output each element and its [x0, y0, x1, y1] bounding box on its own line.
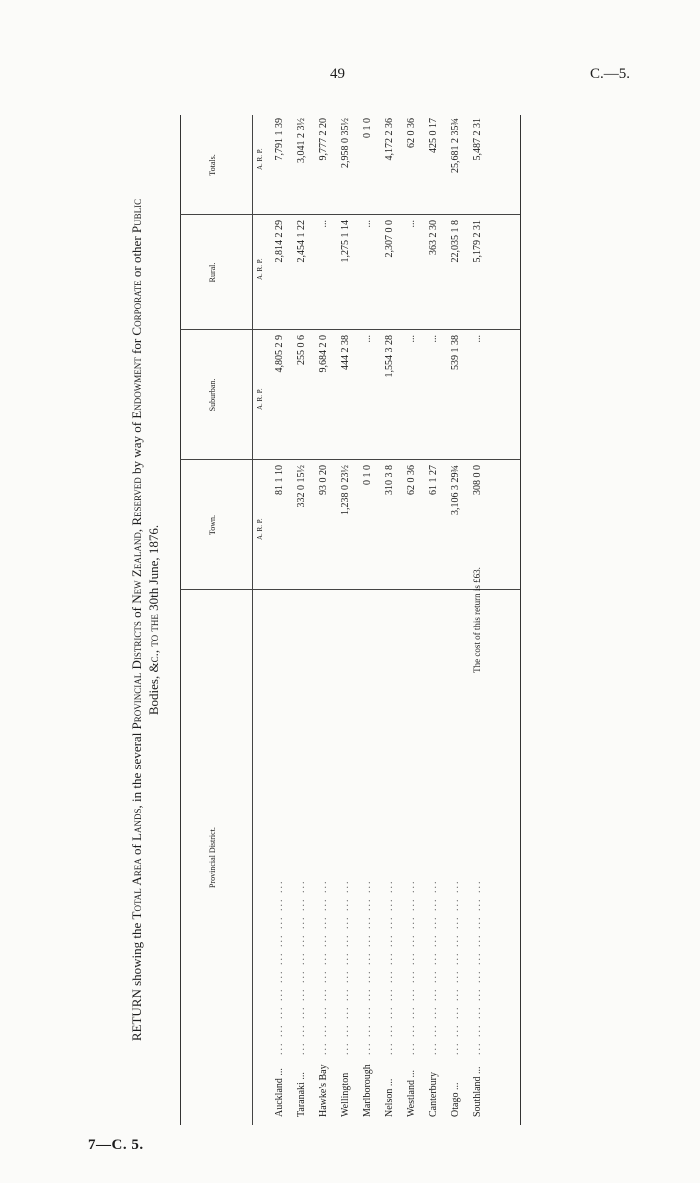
title-fragment: Corporate — [129, 280, 144, 336]
suburban-cell: ... — [362, 335, 373, 343]
title-fragment: RETURN showing the — [129, 919, 144, 1042]
title-fragment: of — [129, 840, 144, 859]
title-fragment: 30th June — [146, 560, 161, 611]
rural-cell: 363 2 30 — [428, 220, 439, 255]
table-row — [446, 115, 466, 1125]
totals-cell: 0 1 0 — [362, 118, 373, 138]
table-row — [424, 115, 444, 1125]
cost-footnote: The cost of this return is £63. — [472, 567, 482, 673]
title-fragment: Bodies — [146, 679, 161, 716]
totals-cell: 5,487 2 31 — [472, 118, 483, 161]
rural-cell: ... — [362, 220, 373, 228]
leader-dots: ... ... ... ... ... ... ... ... ... ... — [362, 879, 373, 1055]
suburban-cell: 9,684 2 0 — [318, 335, 329, 373]
totals-cell: 3,041 2 3½ — [296, 118, 307, 163]
town-cell: 62 0 36 — [406, 465, 417, 495]
document-reference: C.—5. — [590, 66, 631, 82]
table-row — [270, 115, 290, 1125]
title-fragment: Endowment — [129, 357, 144, 419]
totals-cell: 25,681 2 35¾ — [450, 118, 461, 173]
table-bottom-rule — [520, 115, 521, 1125]
suburban-cell: 1,554 3 28 — [384, 335, 395, 378]
col-header-district: Provincial District. — [208, 827, 217, 888]
title-fragment: , — [129, 525, 144, 533]
rural-cell: 22,035 1 8 — [450, 220, 461, 263]
units-totals: A. R. P. — [256, 148, 264, 170]
suburban-cell: ... — [428, 335, 439, 343]
totals-cell: 425 0 17 — [428, 118, 439, 153]
leader-dots: ... ... ... ... ... ... ... ... ... ... — [274, 879, 285, 1055]
title-fragment: New Zealand — [129, 532, 144, 604]
leader-dots: ... ... ... ... ... ... ... ... ... ... — [384, 879, 395, 1055]
district-cell: Canterbury — [428, 1072, 439, 1117]
leader-dots: ... ... ... ... ... ... ... ... ... ... — [340, 879, 351, 1055]
page-number: 49 — [330, 66, 345, 82]
town-cell: 310 3 8 — [384, 465, 395, 495]
title-fragment: Lands — [129, 808, 144, 841]
col-header-rural: Rural. — [208, 262, 217, 283]
suburban-cell: 444 2 38 — [340, 335, 351, 370]
title-line-2 — [145, 115, 162, 1125]
district-cell: Auckland ... — [274, 1068, 285, 1117]
title-fragment: Public — [129, 198, 144, 234]
rural-cell: 1,275 1 14 — [340, 220, 351, 263]
rural-cell: 2,307 0 0 — [384, 220, 395, 258]
totals-cell: 4,172 2 36 — [384, 118, 395, 161]
title-fragment: , 1876. — [146, 524, 161, 561]
rural-cell: 2,454 1 22 — [296, 220, 307, 263]
rural-cell: ... — [406, 220, 417, 228]
leader-dots: ... ... ... ... ... ... ... ... ... ... — [472, 879, 483, 1055]
title-fragment: , in the several — [129, 729, 144, 809]
town-cell: 93 0 20 — [318, 465, 329, 495]
table-row — [380, 115, 400, 1125]
totals-cell: 62 0 36 — [406, 118, 417, 148]
table-row — [314, 115, 334, 1125]
title-fragment: or other — [129, 233, 144, 281]
table-title — [128, 115, 162, 1125]
district-cell: Nelson ... — [384, 1078, 395, 1117]
units-rural: A. R. P. — [256, 258, 264, 280]
town-cell: 0 1 0 — [362, 465, 373, 485]
totals-cell: 7,791 1 39 — [274, 118, 285, 161]
col-header-suburban: Suburban. — [208, 378, 217, 412]
suburban-cell: 4,805 2 9 — [274, 335, 285, 373]
leader-dots: ... ... ... ... ... ... ... ... ... ... — [406, 879, 417, 1055]
footer-reference: 7—C. 5. — [88, 1137, 144, 1153]
totals-cell: 9,777 2 20 — [318, 118, 329, 161]
town-cell: 332 0 15½ — [296, 465, 307, 508]
suburban-cell: ... — [406, 335, 417, 343]
district-cell: Otago ... — [450, 1082, 461, 1117]
table-row — [336, 115, 356, 1125]
totals-cell: 2,958 0 35½ — [340, 118, 351, 168]
town-cell: 81 1 10 — [274, 465, 285, 495]
title-fragment: for — [129, 335, 144, 358]
suburban-cell: 255 0 6 — [296, 335, 307, 365]
district-cell: Hawke's Bay — [318, 1064, 329, 1117]
title-fragment: Total Area — [129, 858, 144, 920]
district-cell: Westland ... — [406, 1070, 417, 1117]
suburban-cell: 539 1 38 — [450, 335, 461, 370]
district-cell: Marlborough — [362, 1064, 373, 1117]
table-row — [358, 115, 378, 1125]
units-suburban: A. R. P. — [256, 388, 264, 410]
suburban-cell: ... — [472, 335, 483, 343]
title-fragment: by way of — [129, 418, 144, 478]
rural-cell: 2,814 2 29 — [274, 220, 285, 263]
town-cell: 3,106 3 29¾ — [450, 465, 461, 515]
title-line-1 — [128, 115, 145, 1125]
leader-dots: ... ... ... ... ... ... ... ... ... ... — [450, 879, 461, 1055]
table-row — [292, 115, 312, 1125]
rural-cell: ... — [318, 220, 329, 228]
title-fragment: of — [129, 603, 144, 622]
district-cell: Wellington — [340, 1072, 351, 1117]
rural-cell: 5,179 2 31 — [472, 220, 483, 263]
town-cell: 308 0 0 — [472, 465, 483, 495]
town-cell: 61 1 27 — [428, 465, 439, 495]
header-rule — [252, 115, 253, 1125]
col-header-town: Town. — [208, 514, 217, 536]
title-fragment: , &c., to the — [146, 610, 161, 680]
town-cell: 1,238 0 23½ — [340, 465, 351, 515]
leader-dots: ... ... ... ... ... ... ... ... ... ... — [296, 879, 307, 1055]
rotated-return-table — [128, 115, 528, 1125]
district-cell: Southland ... — [472, 1066, 483, 1117]
district-cell: Taranaki ... — [296, 1072, 307, 1117]
table-row — [402, 115, 422, 1125]
table-top-rule — [180, 115, 181, 1125]
title-fragment: Reserved — [129, 477, 144, 526]
leader-dots: ... ... ... ... ... ... ... ... ... ... — [428, 879, 439, 1055]
return-table — [180, 115, 520, 1125]
col-header-totals: Totals. — [208, 154, 217, 176]
leader-dots: ... ... ... ... ... ... ... ... ... ... — [318, 879, 329, 1055]
units-town: A. R. P. — [256, 518, 264, 540]
title-fragment: Provincial Districts — [129, 621, 144, 730]
